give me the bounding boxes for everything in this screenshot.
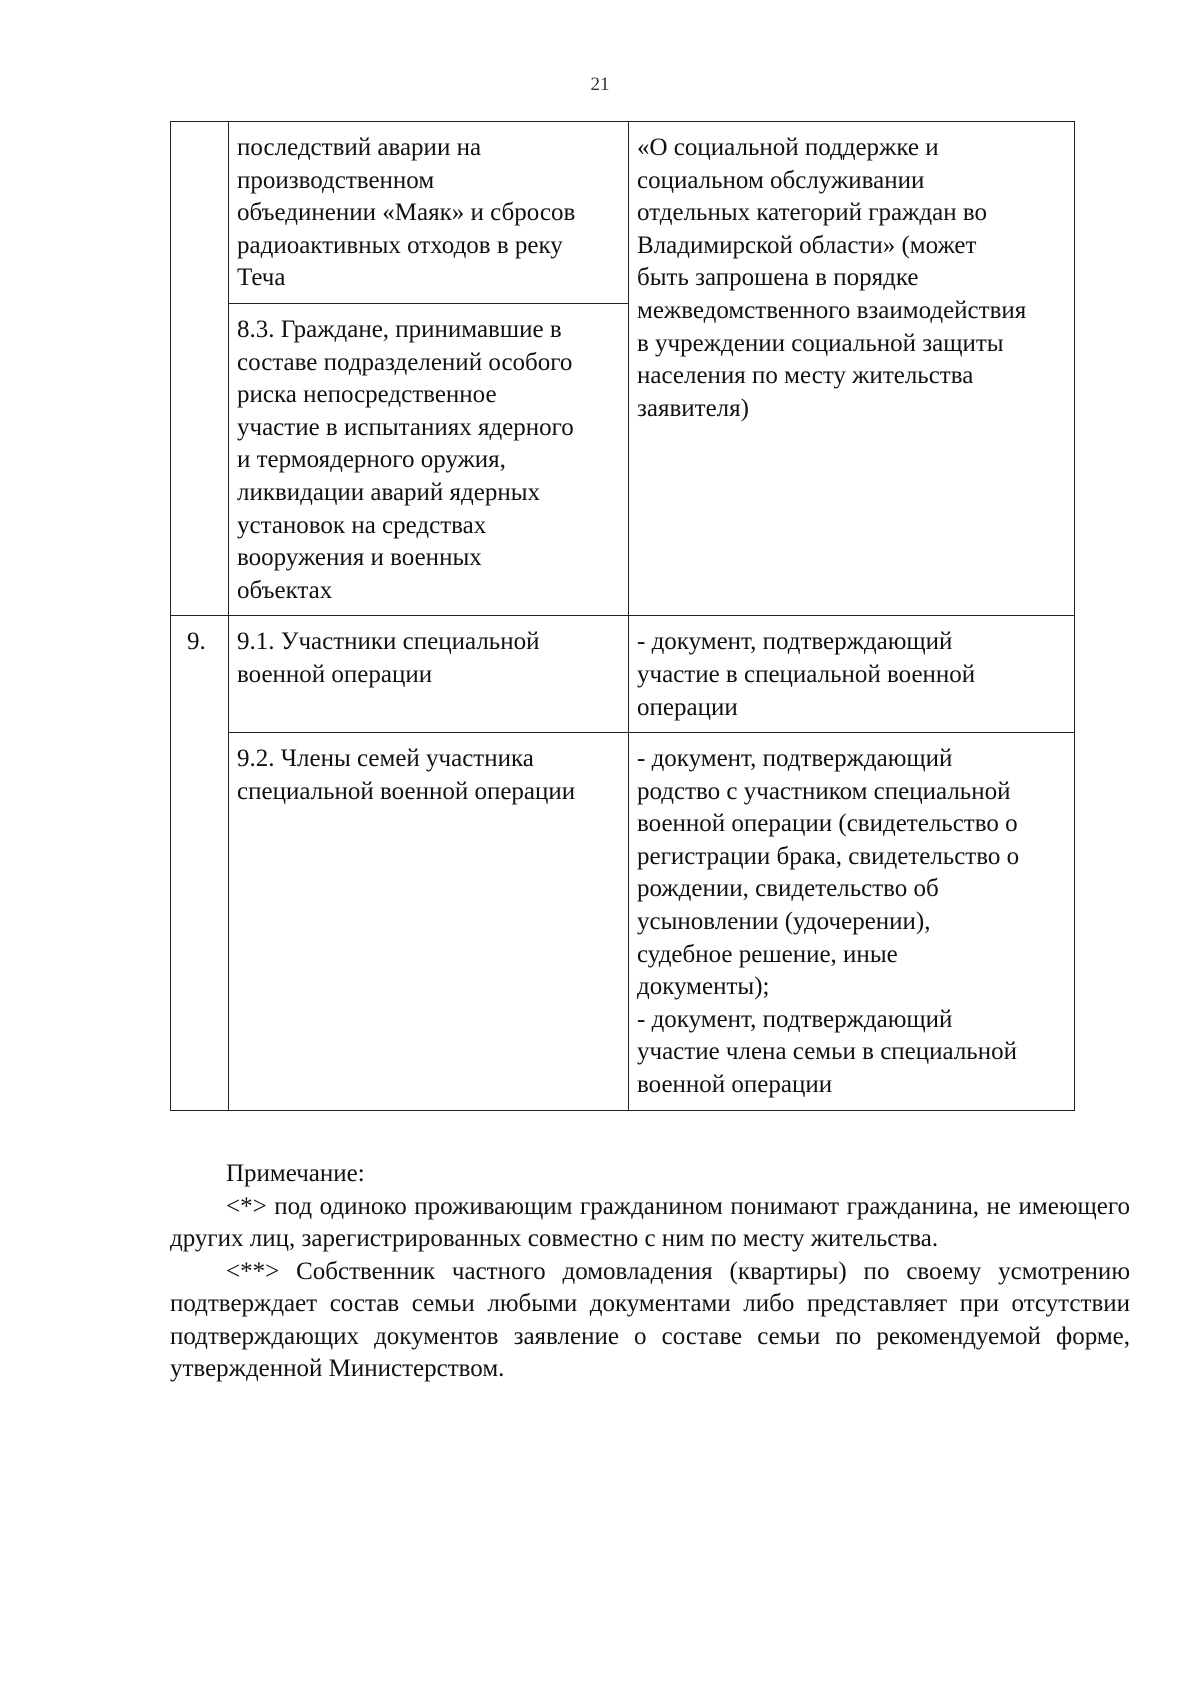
row-number-cell xyxy=(171,616,229,733)
table-row xyxy=(171,733,1075,1111)
documents-table xyxy=(170,121,1075,1111)
document-text: «О социальной поддержке и социальном обслуживании отдельных категорий граждан во Владимирской области» (может быть запрошена в порядке межведомственного взаимодействия в учреждении социальной защиты населения по месту жительства заявителя) xyxy=(637,134,1027,422)
category-text: 8.3. Граждане, принимавшие в составе подразделений особого риска непосредственное участие в испытаниях ядерного и термоядерного оружия, ликвидации аварий ядерных установок на средствах вооружения и военных объектах xyxy=(237,315,574,604)
note-single-resident: <*> под одиноко проживающим гражданином понимают гражданина, не имеющего других лиц, зарегистрированных совместно с ним по месту жительства. xyxy=(170,1192,1130,1252)
document-cell xyxy=(629,733,1075,1111)
category-text: последствий аварии на производственном объединении «Маяк» и сбросов радиоактивных отходов в реку Теча xyxy=(237,134,576,292)
category-text: 9.1. Участники специальной военной операции xyxy=(237,628,540,688)
category-cell xyxy=(229,616,629,733)
row-number-cell xyxy=(171,733,229,1111)
table-row xyxy=(171,122,1075,304)
document-text: - документ, подтверждающий участие в специальной военной операции xyxy=(637,628,976,721)
category-cell xyxy=(229,303,629,615)
note-house-owner: <**> Собственник частного домовладения (квартиры) по своему усмотрению подтверждает состав семьи любыми документами либо представляет при отсутствии подтверждающих документов заявление о составе семьи по рекомендуемой форме, утвержденной Министерством. xyxy=(170,1257,1130,1382)
table-row xyxy=(171,616,1075,733)
document-text: - документ, подтверждающий родство с участником специальной военной операции (свидетельство о регистрации брака, свидетельство о рождении, свидетельство об усыновлении (удочерении), судебное решение, иные документы); - документ, подтверждающий участие члена семьи в специальной военной операции xyxy=(637,745,1020,1099)
row-number: 9. xyxy=(187,628,206,656)
row-number-cell xyxy=(171,303,229,615)
document-cell xyxy=(629,122,1075,616)
category-cell xyxy=(229,122,629,304)
row-number-cell xyxy=(171,122,229,304)
page-number: 21 xyxy=(590,74,610,95)
category-text: 9.2. Члены семей участника специальной военной операции xyxy=(237,745,576,805)
notes-section xyxy=(170,1158,1130,1386)
document-cell xyxy=(629,616,1075,733)
category-cell xyxy=(229,733,629,1111)
notes-heading: Примечание: xyxy=(226,1160,365,1187)
